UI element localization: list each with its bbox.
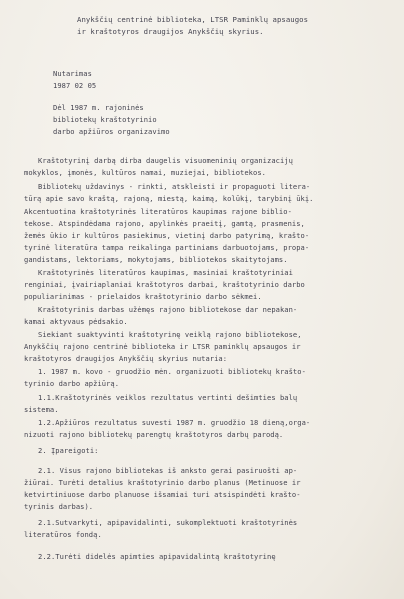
- body-line: 2.2.Turėti didelės apimties apipavidalintą kraštotyrinę: [38, 552, 276, 561]
- body-line: gandistams, lektoriams, mokytojams, bibliotekos skaitytojams.: [24, 255, 288, 264]
- body-line: Kraštotyrinis darbas užėmęs rajono bibliotekose dar nepakan-: [38, 305, 298, 314]
- body-line: mokyklos, įmonės, kultūros namai, muziejai, bibliotekos.: [24, 168, 266, 177]
- body-line: kamai aktyvaus pėdsakio.: [24, 317, 128, 326]
- body-line: 1. 1987 m. kovo - gruodžio mėn. organizuoti bibliotekų krašto-: [38, 367, 306, 376]
- body-line: 2. Įpareigoti:: [38, 446, 99, 455]
- body-line: populiarinimas - prielaidos kraštotyrinio darbo sėkmei.: [24, 292, 262, 301]
- body-line: tyrinio darbo apžiūrą.: [24, 379, 120, 388]
- decision-label: Nutarimas: [53, 69, 92, 78]
- body-line: tekose. Atspindėdama rajono, apylinkės praeitį, gamtą, prasmenis,: [24, 219, 305, 228]
- body-line: 1.1.Kraštotyrinės veiklos rezultatus vertinti dešimties balų: [38, 393, 298, 402]
- body-line: žemės ūkio ir kultūros pasiekimus, vietinį darbo patyrimą, krašto-: [24, 231, 310, 240]
- header-line-2: ir kraštotyros draugijos Anykščių skyrius.: [77, 27, 264, 36]
- body-line: Kraštotyrinį darbą dirba daugelis visuomeninių organizacijų: [38, 156, 293, 165]
- body-line: Anykščių rajono centrinė biblioteka ir LTSR paminklų apsaugos ir: [24, 342, 301, 351]
- header-line-1: Anykščių centrinė biblioteka, LTSR Paminklų apsaugos: [77, 15, 309, 24]
- body-line: 1.2.Apžiūros rezultatus suvesti 1987 m. gruodžio 18 dieną,orga-: [38, 418, 311, 427]
- body-line: tūrą apie savo kraštą, rajoną, miestą, kaimą, kolūkį, tarybinį ūkį.: [24, 194, 314, 203]
- body-line: Bibliotekų uždavinys - rinkti, atskleisti ir propaguoti litera-: [38, 182, 311, 191]
- body-line: tyrinė literatūra tampa reikalinga partiniams darbuotojams, propa-: [24, 243, 310, 252]
- body-line: žiūrai. Turėti detalius kraštotyrinio darbo planus (Metinuose ir: [24, 478, 301, 487]
- body-line: renginiai, įvairiaplaniai kraštotyros darbai, kraštotyrinio darbo: [24, 280, 305, 289]
- body-line: nizuoti rajono bibliotekų parengtų kraštotyros darbų parodą.: [24, 430, 284, 439]
- body-line: 2.1.Sutvarkyti, apipavidalinti, sukomplektuoti kraštotyrinės: [38, 518, 298, 527]
- body-line: ketvirtiniuose darbo planuose išsamiai turi atsispindėti krašto-: [24, 490, 301, 499]
- decision-subject-2: bibliotekų kraštotyrinio: [53, 115, 157, 124]
- body-line: 2.1. Visus rajono bibliotekas iš anksto gerai pasiruošti ap-: [38, 466, 298, 475]
- body-line: Akcentuotina kraštotyrinės literatūros kaupimas rajone biblio-: [24, 207, 292, 216]
- body-line: literatūros fondą.: [24, 530, 102, 539]
- body-line: Siekiant suaktyvinti kraštotyrinę veiklą rajono bibliotekose,: [38, 330, 302, 339]
- decision-subject-1: Dėl 1987 m. rajoninės: [53, 103, 144, 112]
- decision-subject-3: darbo apžiūros organizavimo: [53, 127, 170, 136]
- body-line: sistema.: [24, 405, 59, 414]
- body-line: kraštotyros draugijos Anykščių skyrius nutaria:: [24, 354, 228, 363]
- decision-date: 1987 02 05: [53, 81, 97, 90]
- body-line: tyrinis darbas).: [24, 502, 94, 511]
- body-line: Kraštotyrinės literatūros kaupimas, masiniai kraštotyriniai: [38, 268, 293, 277]
